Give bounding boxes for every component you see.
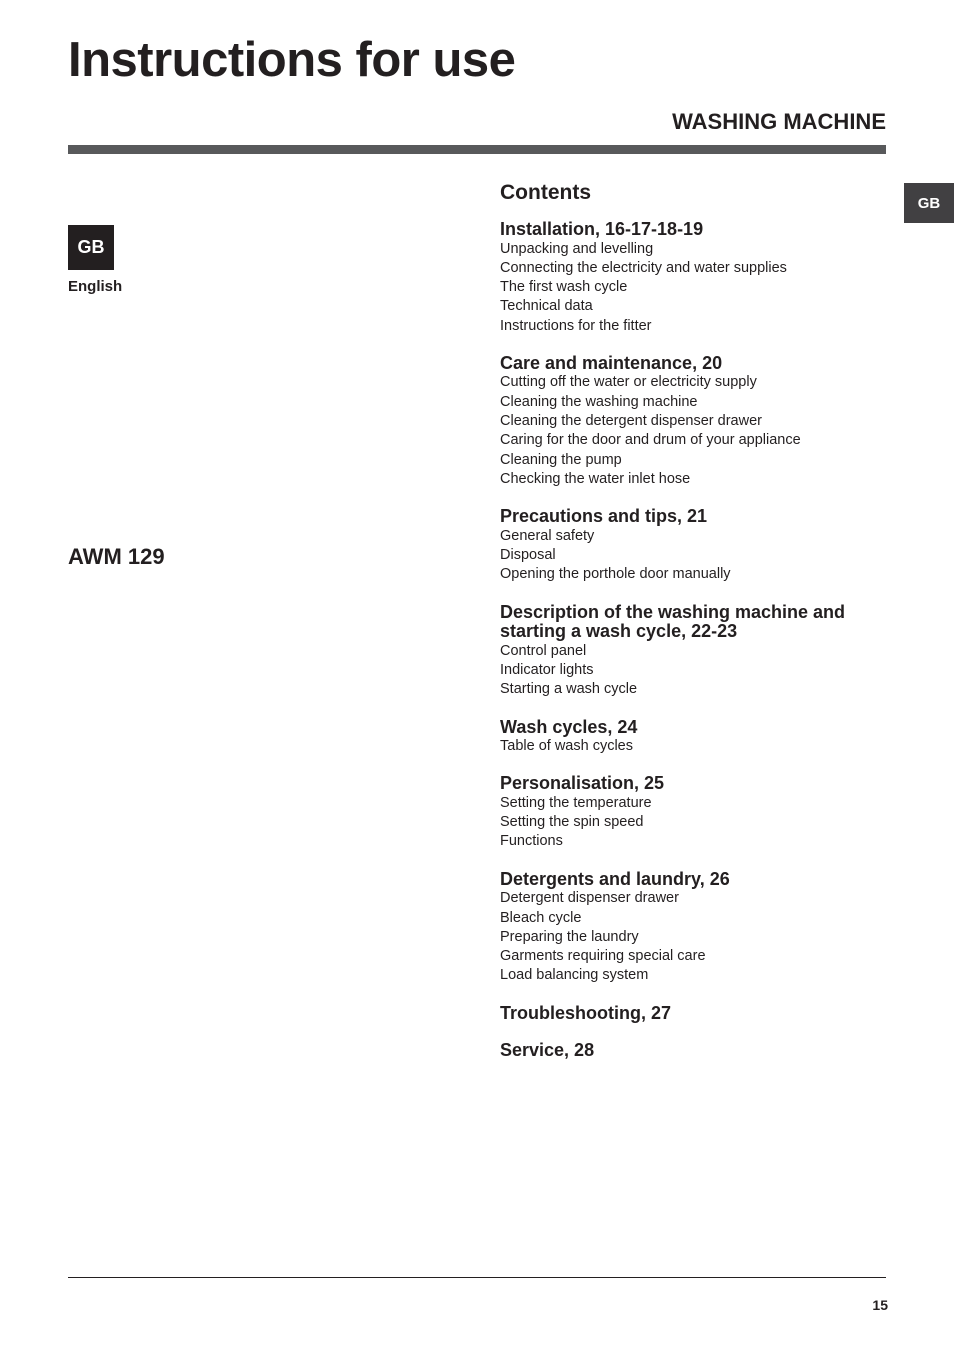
toc-item: Setting the spin speed — [500, 814, 644, 831]
toc-item: Functions — [500, 833, 563, 850]
toc-item: Detergent dispenser drawer — [500, 890, 679, 907]
toc-section — [500, 354, 890, 489]
toc-item: Starting a wash cycle — [500, 681, 638, 698]
toc-section-heading: Description of the washing machine and starting a wash cycle, 22-23 — [500, 601, 846, 642]
toc-sections — [500, 220, 890, 1061]
toc-item: Control panel — [500, 642, 587, 659]
toc-item: General safety — [500, 527, 595, 544]
toc-section — [500, 1004, 890, 1024]
toc-item: Garments requiring special care — [500, 948, 706, 965]
contents-title: Contents — [500, 181, 591, 204]
toc-item: Load balancing system — [500, 967, 649, 984]
toc-item: Cleaning the pump — [500, 451, 622, 468]
toc-section-heading: Personalisation, 25 — [500, 773, 665, 794]
toc-section — [500, 774, 890, 851]
toc-item: Setting the temperature — [500, 794, 652, 811]
toc-section-heading: Installation, 16-17-18-19 — [500, 219, 704, 239]
toc-section — [500, 718, 890, 757]
toc-item: Disposal — [500, 547, 556, 564]
toc-item: Opening the porthole door manually — [500, 566, 731, 583]
page-number: 15 — [872, 1297, 888, 1313]
footer-divider — [68, 1277, 886, 1278]
toc-item: Table of wash cycles — [500, 738, 633, 755]
toc-item: Checking the water inlet hose — [500, 470, 691, 487]
toc-item: The first wash cycle — [500, 279, 628, 296]
toc-section — [500, 1041, 890, 1061]
toc-item: Cleaning the detergent dispenser drawer — [500, 413, 762, 430]
toc-section-heading: Service, 28 — [500, 1040, 595, 1061]
page-title: Instructions for use — [68, 33, 516, 87]
product-type: WASHING MACHINE — [672, 109, 886, 134]
toc-item: Cutting off the water or electricity supply — [500, 374, 757, 391]
language-badge: GB — [68, 225, 114, 270]
toc-section — [500, 220, 890, 336]
language-label: English — [68, 278, 123, 295]
header-divider — [68, 145, 886, 154]
toc-item: Cleaning the washing machine — [500, 393, 698, 410]
toc-item: Indicator lights — [500, 661, 594, 678]
toc-section-heading: Detergents and laundry, 26 — [500, 868, 730, 889]
toc-section-heading: Precautions and tips, 21 — [500, 506, 708, 527]
toc-item: Technical data — [500, 298, 593, 315]
toc-section-heading: Wash cycles, 24 — [500, 716, 638, 737]
toc-section-heading: Troubleshooting, 27 — [500, 1002, 672, 1023]
toc-item: Connecting the electricity and water supplies — [500, 259, 787, 276]
table-of-contents — [500, 180, 890, 1079]
toc-section — [500, 603, 890, 700]
toc-item: Bleach cycle — [500, 909, 582, 926]
toc-item: Caring for the door and drum of your appliance — [500, 432, 801, 449]
toc-section — [500, 507, 890, 584]
toc-item: Unpacking and levelling — [500, 240, 654, 257]
toc-item: Instructions for the fitter — [500, 317, 652, 334]
model-name: AWM 129 — [68, 544, 165, 569]
language-side-tab: GB — [904, 183, 954, 223]
toc-section-heading: Care and maintenance, 20 — [500, 352, 723, 373]
toc-item: Preparing the laundry — [500, 928, 639, 945]
toc-section — [500, 870, 890, 986]
